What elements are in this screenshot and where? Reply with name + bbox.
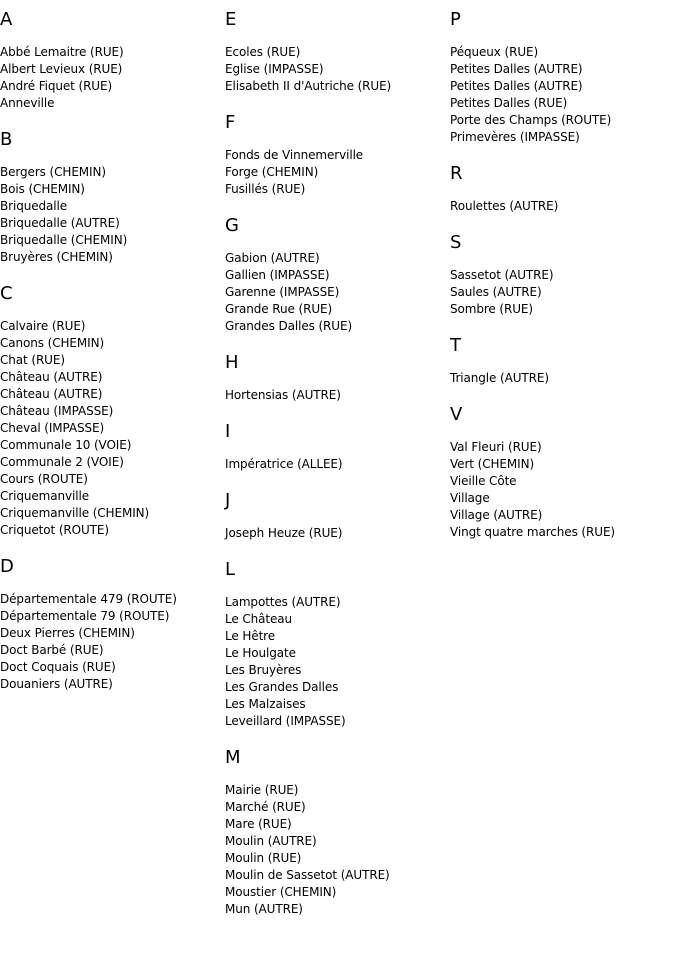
list-item — [0, 437, 225, 454]
street-list — [225, 147, 450, 198]
list-item — [225, 301, 450, 318]
street-list — [225, 456, 450, 473]
street-list — [225, 44, 450, 95]
street-link[interactable]: Cheval (IMPASSE) — [0, 421, 105, 435]
street-link[interactable]: Le Château — [225, 612, 293, 626]
list-item — [0, 505, 225, 522]
street-link[interactable]: Anneville — [0, 96, 55, 110]
letter-heading: B — [0, 129, 13, 150]
list-item — [0, 352, 225, 369]
street-link[interactable]: Communale 10 (VOIE) — [0, 438, 132, 452]
letter-heading: E — [225, 9, 237, 30]
list-item — [0, 488, 225, 505]
street-link[interactable]: André Fiquet (RUE) — [0, 79, 113, 93]
street-link[interactable]: Forge (CHEMIN) — [225, 165, 319, 179]
street-list — [225, 594, 450, 730]
street-list — [450, 198, 675, 215]
letter-heading: T — [450, 335, 461, 356]
letter-group — [225, 351, 450, 404]
street-list — [0, 591, 225, 693]
street-link[interactable]: Briquedalle (AUTRE) — [0, 216, 120, 230]
letter-group — [225, 746, 450, 918]
street-link[interactable]: Village — [450, 491, 490, 505]
letter-group — [450, 8, 675, 146]
list-item — [225, 267, 450, 284]
street-link[interactable]: Joseph Heuze (RUE) — [225, 526, 343, 540]
street-link[interactable]: Vingt quatre marches (RUE) — [450, 525, 616, 539]
street-link[interactable]: Départementale 479 (ROUTE) — [0, 592, 177, 606]
letter-group — [225, 214, 450, 335]
street-link[interactable]: Grande Rue (RUE) — [225, 302, 333, 316]
street-link[interactable]: Fusillés (RUE) — [225, 182, 306, 196]
list-item — [225, 611, 450, 628]
list-item — [450, 524, 675, 541]
list-item — [450, 301, 675, 318]
street-link[interactable]: Criquemanville (CHEMIN) — [0, 506, 150, 520]
street-link[interactable]: Moustier (CHEMIN) — [225, 885, 337, 899]
list-item — [0, 335, 225, 352]
list-item — [450, 61, 675, 78]
list-item — [450, 198, 675, 215]
list-item — [225, 147, 450, 164]
letter-heading: F — [225, 112, 236, 133]
list-item — [450, 78, 675, 95]
list-item — [0, 95, 225, 112]
list-item — [0, 403, 225, 420]
letter-heading: A — [0, 9, 13, 30]
list-item — [225, 867, 450, 884]
list-item — [0, 232, 225, 249]
letter-group — [450, 403, 675, 541]
list-item — [0, 471, 225, 488]
street-link[interactable]: Impératrice (ALLEE) — [225, 457, 343, 471]
list-item — [225, 250, 450, 267]
list-item — [0, 215, 225, 232]
list-item — [0, 591, 225, 608]
list-item — [225, 696, 450, 713]
letter-group — [225, 558, 450, 730]
letter-heading: L — [225, 559, 236, 580]
street-link[interactable]: Cours (ROUTE) — [0, 472, 88, 486]
list-item — [0, 318, 225, 335]
letter-group — [0, 8, 225, 112]
list-item — [0, 78, 225, 95]
letter-heading: G — [225, 215, 239, 236]
list-item — [0, 642, 225, 659]
street-link[interactable]: Vert (CHEMIN) — [450, 457, 535, 471]
street-list — [0, 164, 225, 266]
street-link[interactable]: Bruyères (CHEMIN) — [0, 250, 113, 264]
letter-group — [225, 111, 450, 198]
street-list — [225, 250, 450, 335]
letter-group — [225, 8, 450, 95]
list-item — [225, 833, 450, 850]
letter-heading: H — [225, 352, 239, 373]
list-item — [225, 713, 450, 730]
letter-group — [0, 282, 225, 539]
letter-heading: C — [0, 283, 13, 304]
street-link[interactable]: Calvaire (RUE) — [0, 319, 86, 333]
letter-group — [450, 231, 675, 318]
street-link[interactable]: Eglise (IMPASSE) — [225, 62, 324, 76]
street-link[interactable]: Château (IMPASSE) — [0, 404, 114, 418]
list-item — [0, 198, 225, 215]
street-link[interactable]: Vieille Côte — [450, 474, 517, 488]
letter-group — [450, 334, 675, 387]
street-link[interactable]: Garenne (IMPASSE) — [225, 285, 340, 299]
list-item — [450, 95, 675, 112]
list-item — [450, 267, 675, 284]
list-item — [450, 473, 675, 490]
street-link[interactable]: Porte des Champs (ROUTE) — [450, 113, 612, 127]
street-link[interactable]: Mare (RUE) — [225, 817, 292, 831]
street-link[interactable]: Abbé Lemaitre (RUE) — [0, 45, 124, 59]
list-item — [0, 625, 225, 642]
street-link[interactable]: Saules (AUTRE) — [450, 285, 542, 299]
street-link[interactable]: Sombre (RUE) — [450, 302, 533, 316]
letter-group — [225, 420, 450, 473]
letter-heading: J — [225, 490, 231, 511]
street-link[interactable]: Roulettes (AUTRE) — [450, 199, 559, 213]
letter-group — [0, 128, 225, 266]
street-link[interactable]: Château (AUTRE) — [0, 370, 103, 384]
list-item — [225, 679, 450, 696]
list-item — [225, 387, 450, 404]
street-link[interactable]: Gabion (AUTRE) — [225, 251, 320, 265]
list-item — [225, 662, 450, 679]
street-link[interactable]: Moulin (RUE) — [225, 851, 302, 865]
list-item — [225, 525, 450, 542]
street-link[interactable]: Canons (CHEMIN) — [0, 336, 105, 350]
list-item — [0, 420, 225, 437]
list-item — [225, 884, 450, 901]
street-link[interactable]: Chat (RUE) — [0, 353, 65, 367]
list-item — [0, 454, 225, 471]
list-item — [225, 850, 450, 867]
street-link[interactable]: Hortensias (AUTRE) — [225, 388, 341, 402]
list-item — [225, 594, 450, 611]
index-column — [450, 8, 675, 557]
street-link[interactable]: Douaniers (AUTRE) — [0, 677, 113, 691]
street-link[interactable]: Lampottes (AUTRE) — [225, 595, 341, 609]
list-item — [225, 284, 450, 301]
street-link[interactable]: Grandes Dalles (RUE) — [225, 319, 353, 333]
list-item — [450, 456, 675, 473]
list-item — [225, 816, 450, 833]
street-link[interactable]: Mairie (RUE) — [225, 783, 299, 797]
street-list — [450, 267, 675, 318]
letter-heading: P — [450, 9, 461, 30]
letter-group — [225, 489, 450, 542]
street-link[interactable]: Le Houlgate — [225, 646, 296, 660]
street-list — [225, 782, 450, 918]
street-link[interactable]: Doct Barbé (RUE) — [0, 643, 104, 657]
street-link[interactable]: Petites Dalles (AUTRE) — [450, 62, 583, 76]
street-link[interactable]: Bois (CHEMIN) — [0, 182, 85, 196]
street-link[interactable]: Deux Pierres (CHEMIN) — [0, 626, 135, 640]
street-link[interactable]: Château (AUTRE) — [0, 387, 103, 401]
street-link[interactable]: Val Fleuri (RUE) — [450, 440, 542, 454]
list-item — [225, 456, 450, 473]
letter-heading: V — [450, 404, 463, 425]
list-item — [225, 164, 450, 181]
street-link[interactable]: Petites Dalles (RUE) — [450, 96, 568, 110]
index-column — [225, 8, 450, 934]
letter-heading: R — [450, 163, 463, 184]
list-item — [225, 78, 450, 95]
street-link[interactable]: Elisabeth II d'Autriche (RUE) — [225, 79, 392, 93]
letter-heading: I — [225, 421, 231, 442]
street-link[interactable]: Primevères (IMPASSE) — [450, 130, 580, 144]
street-list — [450, 44, 675, 146]
list-item — [0, 44, 225, 61]
list-item — [450, 284, 675, 301]
street-link[interactable]: Les Grandes Dalles — [225, 680, 339, 694]
list-item — [450, 112, 675, 129]
street-link[interactable]: Criquemanville — [0, 489, 89, 503]
list-item — [225, 901, 450, 918]
street-link[interactable]: Départementale 79 (ROUTE) — [0, 609, 170, 623]
street-link[interactable]: Doct Coquais (RUE) — [0, 660, 116, 674]
list-item — [0, 181, 225, 198]
list-item — [0, 676, 225, 693]
letter-heading: S — [450, 232, 462, 253]
street-link[interactable]: Bergers (CHEMIN) — [0, 165, 106, 179]
list-item — [450, 490, 675, 507]
street-link[interactable]: Triangle (AUTRE) — [450, 371, 549, 385]
letter-heading: D — [0, 556, 14, 577]
street-link[interactable]: Albert Levieux (RUE) — [0, 62, 123, 76]
street-link[interactable]: Petites Dalles (AUTRE) — [450, 79, 583, 93]
list-item — [450, 129, 675, 146]
street-list — [225, 525, 450, 542]
street-link[interactable]: Briquedalle (CHEMIN) — [0, 233, 128, 247]
list-item — [225, 318, 450, 335]
street-list — [450, 370, 675, 387]
list-item — [225, 44, 450, 61]
list-item — [225, 181, 450, 198]
list-item — [225, 61, 450, 78]
list-item — [225, 782, 450, 799]
street-link[interactable]: Le Hêtre — [225, 629, 276, 643]
list-item — [450, 507, 675, 524]
street-link[interactable]: Péqueux (RUE) — [450, 45, 539, 59]
street-index — [0, 8, 675, 961]
street-link[interactable]: Moulin de Sassetot (AUTRE) — [225, 868, 390, 882]
list-item — [0, 164, 225, 181]
street-list — [0, 318, 225, 539]
list-item — [450, 370, 675, 387]
street-link[interactable]: Marché (RUE) — [225, 800, 306, 814]
list-item — [0, 608, 225, 625]
list-item — [225, 628, 450, 645]
street-link[interactable]: Communale 2 (VOIE) — [0, 455, 124, 469]
index-column — [0, 8, 225, 709]
street-link[interactable]: Moulin (AUTRE) — [225, 834, 317, 848]
list-item — [0, 369, 225, 386]
street-list — [450, 439, 675, 541]
street-link[interactable]: Mun (AUTRE) — [225, 902, 303, 916]
list-item — [450, 44, 675, 61]
street-link[interactable]: Les Malzaises — [225, 697, 306, 711]
letter-group — [450, 162, 675, 215]
letter-group — [0, 555, 225, 693]
street-link[interactable]: Ecoles (RUE) — [225, 45, 301, 59]
street-list — [0, 44, 225, 112]
list-item — [225, 645, 450, 662]
list-item — [450, 439, 675, 456]
street-link[interactable]: Leveillard (IMPASSE) — [225, 714, 346, 728]
street-link[interactable]: Criquetot (ROUTE) — [0, 523, 109, 537]
street-link[interactable]: Sassetot (AUTRE) — [450, 268, 554, 282]
street-link[interactable]: Village (AUTRE) — [450, 508, 543, 522]
letter-heading: M — [225, 747, 241, 768]
list-item — [0, 522, 225, 539]
list-item — [0, 61, 225, 78]
street-link[interactable]: Les Bruyères — [225, 663, 302, 677]
street-list — [225, 387, 450, 404]
street-link[interactable]: Gallien (IMPASSE) — [225, 268, 330, 282]
list-item — [225, 799, 450, 816]
street-link[interactable]: Fonds de Vinnemerville — [225, 148, 364, 162]
street-link[interactable]: Briquedalle — [0, 199, 68, 213]
list-item — [0, 659, 225, 676]
list-item — [0, 386, 225, 403]
list-item — [0, 249, 225, 266]
